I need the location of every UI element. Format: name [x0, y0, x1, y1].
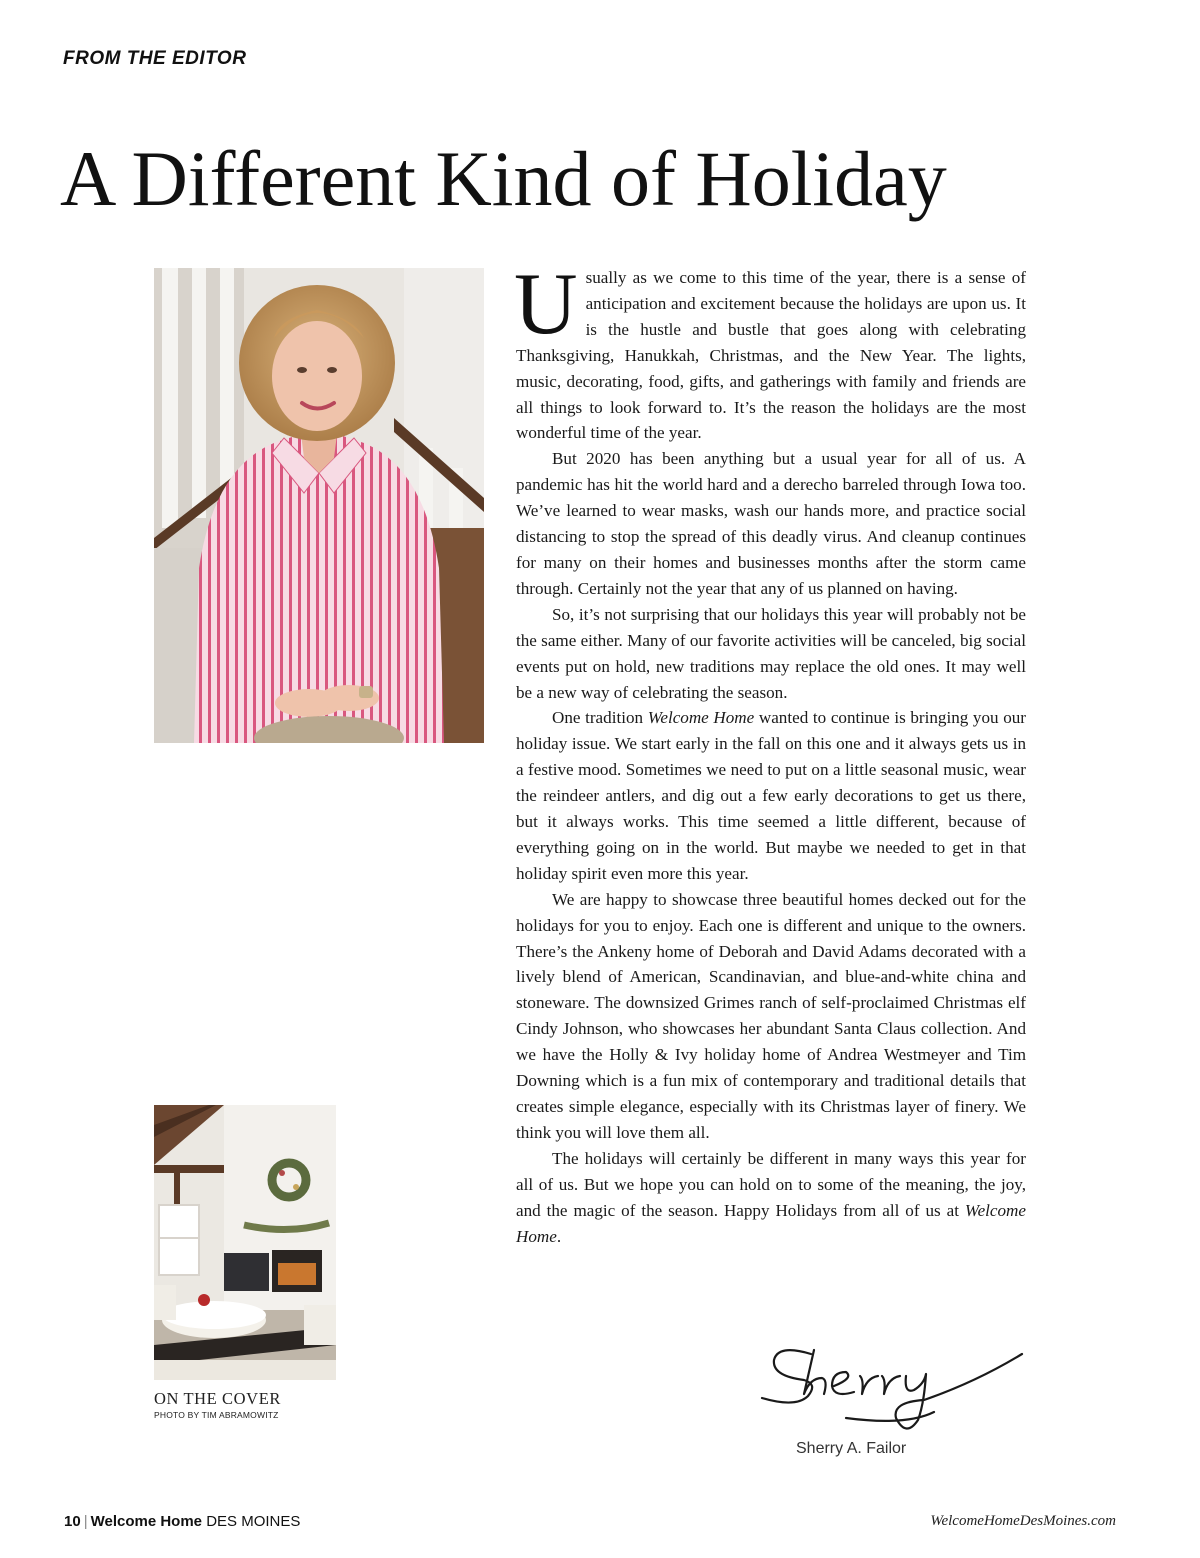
article-title: A Different Kind of Holiday [60, 135, 947, 222]
paragraph-text: . [556, 1226, 562, 1246]
paragraph-text: sually as we come to this time of the year, there is a sense of anticipation and excitement because the holidays are upon us. It is the hustle and bustle that goes along with celebrating Thanksgiving, Hanukkah, Christmas, and the New Year. The lights, music, decorating, food, gifts, and gatherings with family and friends are all things to look forward to. It’s the reason the holidays are the most wonderful time of the year. [516, 268, 1026, 443]
publication-name: Welcome Home [647, 708, 755, 728]
article-body [514, 256, 1027, 1249]
editor-name: Sherry A. Failor [796, 1440, 907, 1457]
page-number: 10 [64, 1513, 81, 1530]
paragraph-text: One tradition [552, 708, 648, 728]
paragraph-text: wanted to continue is bringing you our holiday issue. We start early in the fall on this one and it always gets us in a festive mood. Sometimes we need to put on a little seasonal music, wear the reindeer antlers, and dig out a few early decorations to get us there, but it always works. This time seemed a little different, because of everything going on in the world. But maybe we needed to get in that holiday spirit even more this year. [516, 708, 1027, 883]
publication-name: Welcome Home [516, 1200, 1026, 1246]
article-paragraph [514, 256, 1026, 446]
article-paragraph [516, 1146, 1026, 1250]
page-footer [64, 1513, 300, 1530]
cover-caption: ON THE COVER [154, 1389, 281, 1408]
magazine-brand: Welcome Home [90, 1513, 203, 1530]
article-paragraph: So, it’s not surprising that our holidays this year will probably not be the same either. Many of our favorite activities will be canceled, big social events put on hold, new traditions may replace the old ones. It may well be a new way of celebrating the season. [516, 604, 1026, 702]
magazine-city: DES MOINES [206, 1513, 301, 1530]
editor-portrait-photo [154, 268, 484, 743]
drop-cap: U [514, 256, 578, 353]
handwritten-signature [756, 1342, 1026, 1442]
article-paragraph: But 2020 has been anything but a usual year for all of us. A pandemic has hit the world hard and a derecho barreled through Iowa too. We’ve learned to wear masks, wash our hands more, and practice social distancing to stop the spread of this deadly virus. And cleanup continues for many on their homes and businesses months after the storm came through. Certainly not the year that any of us planned on having. [516, 449, 1026, 598]
article-paragraph [516, 705, 1026, 886]
website-url: WelcomeHomeDesMoines.com [930, 1513, 1116, 1529]
article-paragraph: We are happy to showcase three beautiful homes decked out for the holidays for you to enjoy. Each one is different and unique to the owners. There’s the Ankeny home of Deborah and David Adams decorated with a lively blend of American, Scandinavian, and blue-and-white china and stoneware. The downsized Grimes ranch of self-proclaimed Christmas elf Cindy Johnson, who showcases her abundant Santa Claus collection. And we have the Holly & Ivy holiday home of Andrea Westmeyer and Tim Downing which is a fun mix of contemporary and traditional details that creates simple elegance, especially with its Christmas layer of finery. We think you will love them all. [516, 889, 1026, 1142]
paragraph-text: The holidays will certainly be different in many ways this year for all of us. But we hope you can hold on to some of the meaning, the joy, and the magic of the season. Happy Holidays from all of us at [516, 1148, 1026, 1220]
section-label: FROM THE EDITOR [63, 48, 247, 69]
cover-photo-thumbnail [154, 1105, 336, 1380]
footer-separator: | [83, 1513, 88, 1530]
photo-credit: PHOTO BY TIM ABRAMOWITZ [154, 1410, 279, 1420]
